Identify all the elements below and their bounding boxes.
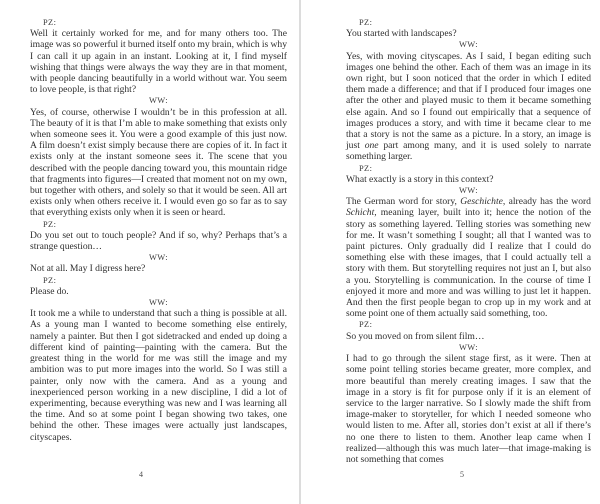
- page-number-right: 5: [460, 470, 464, 479]
- dialog-text: Yes, with moving cityscapes. As I said, I began editing such images one behind the other. Each of them was an image in its own right, but I soon noticed that the order in which I edited them made a difference; and that if I produced four images one after the other and played music to them it became something else again. And so I found out empirically that a sequence of images produces a story, and with time it became clear to me that a story is not the same as a picture. In a story, an image is just one part among many, and it is used solely to narrate something larger.: [346, 50, 591, 163]
- dialog-text: I had to go through the silent stage first, as it were. Then at some point telling stories became greater, more complex, and more beautiful than merely creating images. I saw that the image in a story is fit for purpose only if it is an element of service to the larger narrative. So I slowly made the shift from image-maker to storyteller, for which I needed someone who would listen to me. After all, stories don’t exist at all if there’s no one there to listen to them. Another leap came when I realized—although this was much later—that image-making is not something that comes: [346, 353, 591, 465]
- dialog-text: It took me a while to understand that such a thing is possible at all. As a young man I wanted to become something else entirely, namely a painter. But then I got sidetracked and ended up doing a different kind of painting—painting with the camera. But the greatest thing in the world for me was still the image and my ambition was to put more images into the world. So I was still a painter, only now with the camera. And as a young and inexperienced person working in a new discipline, I did a lot of experimenting, because everything was new and I was learning all the time. And so at some point I began showing two takes, one behind the other. These images were actually just landscapes, cityscapes.: [30, 308, 287, 443]
- dialog-turn: [346, 319, 591, 341]
- dialog-text: The German word for story, Geschichte, already has the word Schicht, meaning layer, built into it; hence the notion of the story as something layered. Telling stories was something new for me. It wasn’t something I sought; all that I wanted was to paint pictures. Only gradually did I realize that I could do something else with these images, that I could actually tell a story with them. But storytelling requires not just an I, but also a you. Storytelling is communication. In the course of time I enjoyed it more and more and was willing to just let it happen. And then the first people began to crop up in my work and at some point one of them actually said something, too.: [346, 196, 591, 320]
- dialog-text: Yes, of course, otherwise I wouldn’t be in this profession at all. The beauty of it is that I’m able to make something that exists only when someone sees it. You were a good example of this just now. A film doesn’t exist simply because there are copies of it. In fact it exists only at the instant someone sees it. The scene that you described with the people dancing toward you, this mountain ridge that fragments into figures—I created that moment not on my own, but together with others, and solely so that it would be seen. All art exists only when others receive it. I would even go so far as to say that everything exists only when it is seen or heard.: [30, 106, 287, 219]
- dialog-turn: [30, 17, 287, 95]
- speaker-label-pz: PZ:: [359, 163, 373, 173]
- speaker-label-pz: PZ:: [43, 18, 57, 27]
- dialog-turn: [346, 39, 591, 162]
- dialog-text: So you moved on from silent film…: [346, 330, 485, 342]
- speaker-label-ww: WW:: [148, 253, 169, 263]
- speaker-label-ww: WW:: [148, 298, 169, 308]
- dialog-turn: [30, 252, 287, 274]
- right-page-text-column: [346, 17, 591, 465]
- dialog-text: What exactly is a story in this context?: [346, 173, 494, 185]
- dialog-text: Do you set out to touch people? And if so, why? Perhaps that’s a strange question…: [30, 229, 287, 253]
- left-page-text-column: [30, 17, 287, 443]
- dialog-turn: [30, 95, 287, 218]
- dialog-turn: [30, 275, 287, 297]
- page-gutter-divider: [299, 0, 301, 504]
- page-number-left: 4: [139, 470, 143, 479]
- speaker-label-ww: WW:: [458, 40, 479, 50]
- dialog-text: Not at all. May I digress here?: [30, 263, 146, 275]
- dialog-turn: [30, 219, 287, 253]
- speaker-label-pz: PZ:: [43, 219, 57, 229]
- speaker-label-pz: PZ:: [359, 320, 373, 330]
- dialog-text: Well it certainly worked for me, and for many others too. The image was so powerful it burned itself onto my brain, which is why I can call it up again in an instant. Looking at it, I find myself wishing that things were always the way they are in that moment, with people dancing beautifully in a world without war. You seem to love people, is that right?: [30, 28, 287, 96]
- dialog-turn: [30, 297, 287, 443]
- speaker-label-ww: WW:: [148, 96, 169, 106]
- speaker-label-ww: WW:: [458, 186, 479, 196]
- dialog-turn: [346, 185, 591, 319]
- speaker-label-ww: WW:: [458, 342, 479, 352]
- dialog-turn: [346, 17, 591, 39]
- dialog-text: Please do.: [30, 285, 69, 297]
- dialog-turn: [346, 342, 591, 465]
- speaker-label-pz: PZ:: [359, 18, 373, 27]
- dialog-turn: [346, 163, 591, 185]
- dialog-text: You started with landscapes?: [346, 28, 457, 40]
- speaker-label-pz: PZ:: [43, 275, 57, 285]
